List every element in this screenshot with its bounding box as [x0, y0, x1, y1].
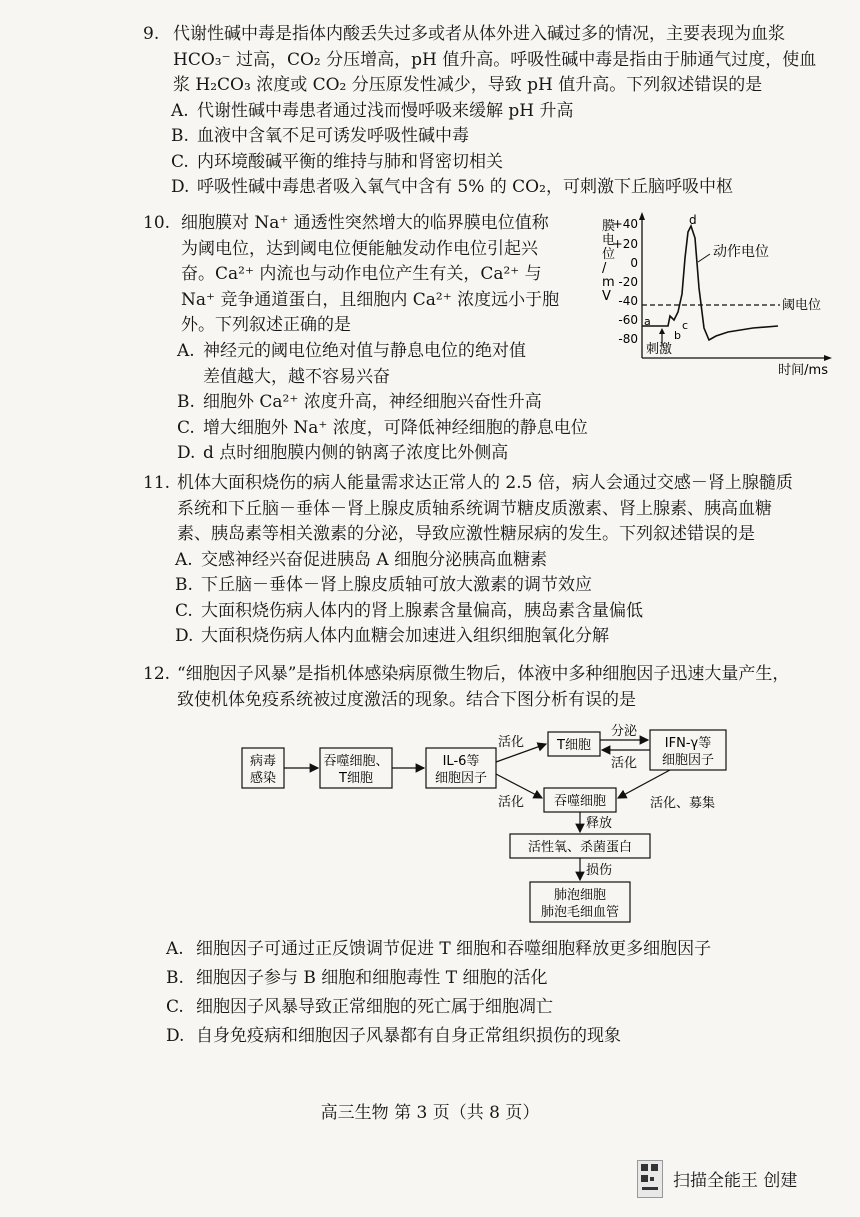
stem-line: 奋。Ca²⁺ 内流也与动作电位产生有关，Ca²⁺ 与: [181, 264, 542, 284]
action-potential-label: 动作电位: [713, 244, 769, 260]
question-number: 10.: [143, 213, 171, 233]
question-number: 11.: [143, 473, 171, 493]
stem-line: Na⁺ 竞争通道蛋白，且细胞内 Ca²⁺ 浓度远小于胞: [181, 289, 560, 310]
il6-line: IL-6等: [442, 754, 480, 769]
option-b: B. 下丘脑－垂体－肾上腺皮质轴可放大激素的调节效应: [175, 575, 592, 595]
y-tick: +20: [612, 237, 638, 251]
question-stem: [181, 211, 603, 339]
release-label: 释放: [586, 816, 613, 831]
x-axis-label: 时间/ms: [778, 363, 828, 378]
option-a-continued: 差值越大，越不容易兴奋: [203, 366, 390, 387]
scanner-watermark: [637, 1160, 837, 1200]
y-tick: 0: [630, 256, 638, 270]
stimulus-label: 刺激: [646, 342, 673, 357]
page-footer: 高三生物 第 3 页（共 8 页）: [320, 1103, 540, 1123]
x-axis-arrow: [824, 355, 832, 361]
option-d: D. 自身免疫病和细胞因子风暴都有自身正常组织损伤的现象: [166, 1026, 621, 1046]
stem-line: 细胞膜对 Na⁺ 通透性突然增大的临界膜电位值称: [181, 213, 549, 233]
stem-line: 致使机体免疫系统被过度激活的现象。结合下图分析有误的是: [177, 689, 636, 710]
lung-line: 肺泡细胞: [553, 888, 607, 903]
cytokine-storm-diagram: [230, 720, 750, 930]
question-number: 9.: [143, 24, 160, 44]
question-9: [143, 22, 843, 201]
option-c: C. 大面积烧伤病人体内的肾上腺素含量偏高，胰岛素含量偏低: [175, 600, 643, 621]
point-c-label: c: [682, 319, 689, 332]
threshold-label: 阈电位: [782, 298, 822, 313]
stem-line: HCO₃⁻ 过高，CO₂ 分压增高，pH 值升高。呼吸性碱中毒是指由于肺通气过度，使血: [173, 49, 817, 70]
question-stem: [173, 22, 843, 99]
activate-label: 活化: [611, 756, 638, 771]
option-a: A. 细胞因子可通过正反馈调节促进 T 细胞和吞噬细胞释放更多细胞因子: [166, 939, 712, 959]
stem-line: 浆 H₂CO₃ 浓度或 CO₂ 分压原发性减少，导致 pH 值升高。下列叙述错误的是: [173, 75, 763, 95]
activate-label: 活化: [498, 795, 525, 810]
macrophage-t-line: 吞噬细胞、: [323, 754, 389, 769]
point-d-label: d: [689, 213, 697, 227]
option-a: A. 交感神经兴奋促进胰岛 A 细胞分泌胰高血糖素: [175, 549, 548, 570]
question-stem: [177, 471, 848, 548]
y-tick: -80: [618, 332, 638, 346]
option-a: A. 代谢性碱中毒患者通过浅而慢呼吸来缓解 pH 升高: [171, 100, 574, 121]
option-b: B. 血液中含氧不足可诱发呼吸性碱中毒: [171, 126, 469, 146]
option-b: B. 细胞外 Ca²⁺ 浓度升高，神经细胞兴奋性升高: [177, 392, 542, 412]
stem-line: “细胞因子风暴”是指机体感染病原微生物后，体液中多种细胞因子迅速大量产生，: [177, 664, 790, 684]
arrow: [618, 770, 670, 798]
scanner-label: 扫描全能王 创建: [673, 1171, 798, 1191]
phagocyte-label: 吞噬细胞: [553, 794, 607, 809]
lung-line: 肺泡毛细血管: [540, 905, 620, 920]
y-tick: -40: [618, 294, 638, 308]
question-10: [143, 211, 603, 339]
ifn-line: IFN-γ等: [664, 736, 712, 751]
virus-line: 感染: [249, 771, 277, 786]
y-tick: +40: [612, 217, 638, 231]
y-tick: -20: [618, 275, 638, 289]
option-d: D. 大面积烧伤病人体内血糖会加速进入组织细胞氧化分解: [175, 626, 609, 646]
stem-line: 系统和下丘脑－垂体－肾上腺皮质轴系统调节糖皮质激素、肾上腺素、胰高血糖: [177, 498, 772, 519]
virus-line: 病毒: [249, 754, 277, 769]
question-11: [143, 471, 848, 650]
stimulus-arrowhead: [659, 328, 665, 334]
question-12-options: [166, 935, 846, 1051]
option-c: C. 内环境酸碱平衡的维持与肺和肾密切相关: [171, 151, 503, 172]
option-c: C. 增大细胞外 Na⁺ 浓度，可降低神经细胞的静息电位: [177, 417, 588, 438]
ros-label: 活性氧、杀菌蛋白: [527, 840, 633, 855]
point-a-label: a: [644, 315, 651, 328]
question-10-options: [177, 339, 657, 467]
damage-label: 损伤: [586, 863, 613, 878]
y-axis-arrow: [639, 212, 645, 220]
option-d: D. d 点时细胞膜内侧的钠离子浓度比外侧高: [177, 443, 509, 463]
option-d: D. 呼吸性碱中毒患者吸入氧气中含有 5% 的 CO₂，可刺激下丘脑呼吸中枢: [171, 177, 733, 197]
qr-code-icon: [637, 1160, 663, 1198]
y-axis-label: 膜电位/ m V: [602, 219, 616, 304]
activate-label: 活化: [498, 735, 525, 750]
membrane-potential-graph: [588, 208, 838, 378]
il6-line: 细胞因子: [434, 771, 488, 786]
ifn-line: 细胞因子: [661, 753, 715, 768]
stem-line: 为阈电位，达到阈电位便能触发动作电位引起兴: [181, 238, 538, 259]
label-pointer: [698, 254, 710, 262]
option-a: A. 神经元的阈电位绝对值与静息电位的绝对值: [177, 341, 526, 361]
stem-line: 素、胰岛素等相关激素的分泌，导致应激性糖尿病的发生。下列叙述错误的是: [177, 524, 755, 544]
t-cell-label: T细胞: [557, 738, 591, 753]
macrophage-t-line: T细胞: [339, 771, 373, 786]
option-b: B. 细胞因子参与 B 细胞和细胞毒性 T 细胞的活化: [166, 968, 548, 988]
question-stem: [177, 662, 848, 713]
question-12: [143, 662, 848, 713]
point-b-label: b: [674, 329, 681, 342]
question-number: 12.: [143, 664, 171, 684]
secrete-label: 分泌: [611, 724, 638, 739]
stem-line: 机体大面积烧伤的病人能量需求达正常人的 2.5 倍，病人会通过交感－肾上腺髓质: [177, 473, 793, 493]
activate-recruit-label: 活化、募集: [650, 796, 716, 811]
stem-line: 外。下列叙述正确的是: [181, 315, 351, 335]
y-tick: -60: [618, 313, 638, 327]
option-c: C. 细胞因子风暴导致正常细胞的死亡属于细胞凋亡: [166, 997, 553, 1017]
stem-line: 代谢性碱中毒是指体内酸丢失过多或者从体外进入碱过多的情况，主要表现为血浆: [173, 24, 785, 44]
